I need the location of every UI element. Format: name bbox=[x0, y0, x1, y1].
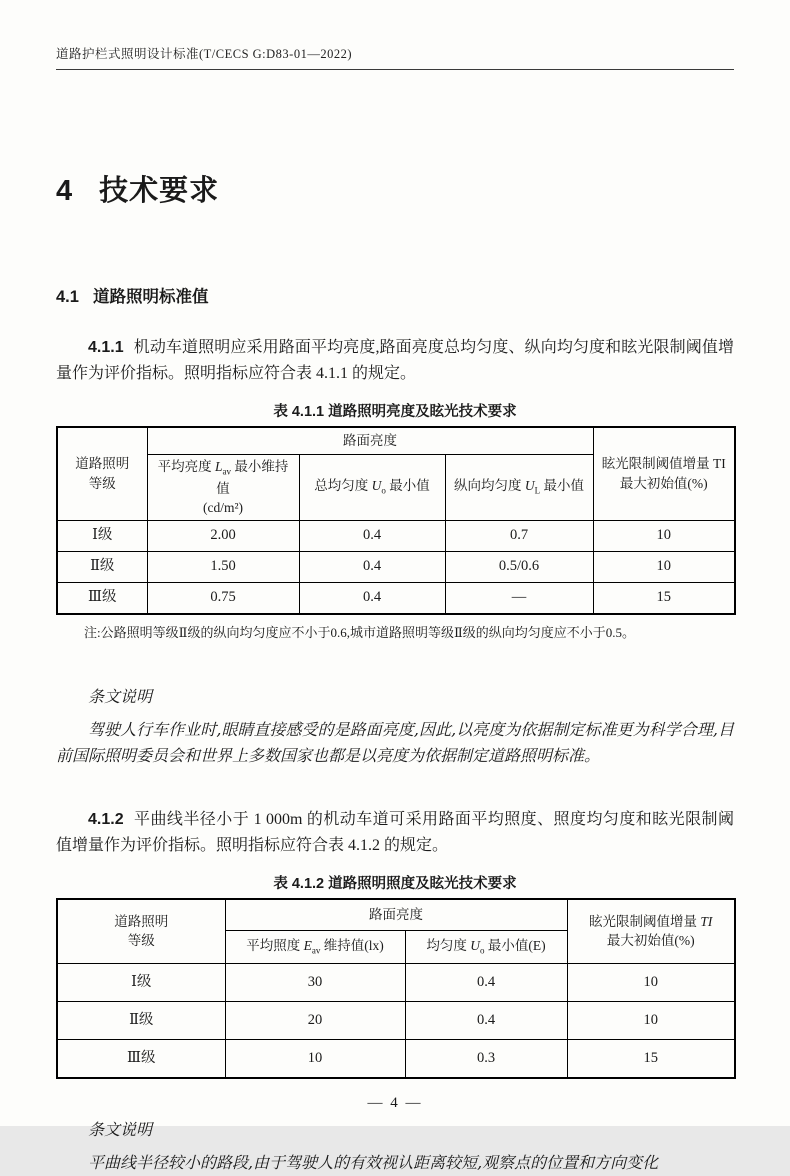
section-title: 道路照明标准值 bbox=[92, 288, 209, 306]
table-row bbox=[57, 1001, 735, 1039]
section-number: 4.1 bbox=[56, 288, 79, 306]
table-4-1-2 bbox=[56, 898, 736, 1079]
col-header-overall-uniformity: 总均匀度 $U_o$ 最小值 bbox=[299, 454, 445, 520]
clause-number: 4.1.1 bbox=[88, 339, 124, 356]
col-header-glare-ti: 眩光限制阈值增量 TI 最大初始值(%) bbox=[593, 427, 735, 520]
table-cell: 30 bbox=[225, 963, 405, 1001]
table-cell: Ⅲ级 bbox=[57, 1039, 225, 1078]
commentary-text-4-1-1: 驾驶人行车作业时,眼睛直接感受的是路面亮度,因此,以亮度为依据制定标准更为科学合理,目前国际照明委员会和世界上多数国家也都是以亮度为依据制定道路照明标准。 bbox=[56, 720, 734, 766]
table-cell: 0.3 bbox=[405, 1039, 567, 1078]
table-row bbox=[57, 582, 735, 614]
table-cell: 10 bbox=[593, 520, 735, 551]
table-cell: — bbox=[445, 582, 593, 614]
table-cell: 10 bbox=[225, 1039, 405, 1078]
table-cell: 0.7 bbox=[445, 520, 593, 551]
col-group-road-luminance: 路面亮度 bbox=[147, 427, 593, 455]
running-header bbox=[56, 44, 734, 70]
clause-4-1-2 bbox=[56, 807, 734, 859]
col-header-avg-illuminance: 平均照度 $E_{av}$ 维持值(lx) bbox=[225, 930, 405, 963]
clause-text: 机动车道照明应采用路面平均亮度,路面亮度总均匀度、纵向均匀度和眩光限制阈值增量作为评价指标。照明指标应符合表 4.1.1 的规定。 bbox=[56, 339, 734, 382]
table-cell: 10 bbox=[593, 551, 735, 582]
table-4-1-1-caption: 表 4.1.1 道路照明亮度及眩光技术要求 bbox=[273, 403, 517, 420]
col-header-avg-luminance: 平均亮度 $L_{av}$ 最小维持值 (cd/m²) bbox=[147, 454, 299, 520]
table-cell: Ⅲ级 bbox=[57, 582, 147, 614]
table-cell: 15 bbox=[567, 1039, 735, 1078]
table-cell: Ⅱ级 bbox=[57, 1001, 225, 1039]
table-cell: 0.5/0.6 bbox=[445, 551, 593, 582]
table-cell: 10 bbox=[567, 1001, 735, 1039]
table-4-1-1 bbox=[56, 426, 736, 615]
commentary-heading: 条文说明 bbox=[88, 1119, 153, 1139]
clause-4-1-1 bbox=[56, 335, 734, 387]
col-header-road-level: 道路照明 等级 bbox=[57, 899, 225, 964]
col-header-glare-ti: 眩光限制阈值增量 TI 最大初始值(%) bbox=[567, 899, 735, 964]
chapter-number: 4 bbox=[56, 175, 74, 207]
table-cell: 0.4 bbox=[299, 582, 445, 614]
commentary-heading: 条文说明 bbox=[88, 687, 153, 707]
table-cell: 15 bbox=[593, 582, 735, 614]
col-group-road-luminance: 路面亮度 bbox=[225, 899, 567, 931]
page-number: — 4 — bbox=[367, 1095, 423, 1111]
table-cell: 0.4 bbox=[405, 963, 567, 1001]
col-header-road-level: 道路照明 等级 bbox=[57, 427, 147, 520]
clause-number: 4.1.2 bbox=[88, 810, 124, 828]
col-header-uniformity: 均匀度 $U_o$ 最小值(E) bbox=[405, 930, 567, 963]
table-cell: 0.75 bbox=[147, 582, 299, 614]
running-header-text: 道路护栏式照明设计标准(T/CECS G:D83-01—2022) bbox=[56, 47, 353, 61]
table-cell: 0.4 bbox=[405, 1001, 567, 1039]
table-row bbox=[57, 1039, 735, 1078]
table-cell: 1.50 bbox=[147, 551, 299, 582]
table-cell: Ⅰ级 bbox=[57, 520, 147, 551]
section-heading-4-1 bbox=[56, 283, 734, 307]
table-cell: 0.4 bbox=[299, 551, 445, 582]
table-row bbox=[57, 520, 735, 551]
chapter-title: 技术要求 bbox=[99, 175, 220, 207]
commentary-text-4-1-2: 平曲线半径较小的路段,由于驾驶人的有效视认距离较短,观察点的位置和方向变化 bbox=[88, 1152, 659, 1172]
table-4-1-2-caption: 表 4.1.2 道路照明照度及眩光技术要求 bbox=[273, 875, 517, 892]
col-header-longitudinal-uniformity: 纵向均匀度 $U_L$ 最小值 bbox=[445, 454, 593, 520]
table-cell: 2.00 bbox=[147, 520, 299, 551]
table-cell: 0.4 bbox=[299, 520, 445, 551]
clause-text: 平曲线半径小于 1 000m 的机动车道可采用路面平均照度、照度均匀度和眩光限制阈值增量作为评价指标。照明指标应符合表 4.1.2 的规定。 bbox=[56, 810, 734, 854]
chapter-heading bbox=[56, 168, 734, 209]
table-cell: 20 bbox=[225, 1001, 405, 1039]
table-4-1-1-note: 注:公路照明等级Ⅱ级的纵向均匀度应不小于0.6,城市道路照明等级Ⅱ级的纵向均匀度应不小于0.5。 bbox=[84, 624, 636, 640]
table-cell: Ⅱ级 bbox=[57, 551, 147, 582]
table-cell: Ⅰ级 bbox=[57, 963, 225, 1001]
table-row bbox=[57, 963, 735, 1001]
table-cell: 10 bbox=[567, 963, 735, 1001]
table-row bbox=[57, 551, 735, 582]
